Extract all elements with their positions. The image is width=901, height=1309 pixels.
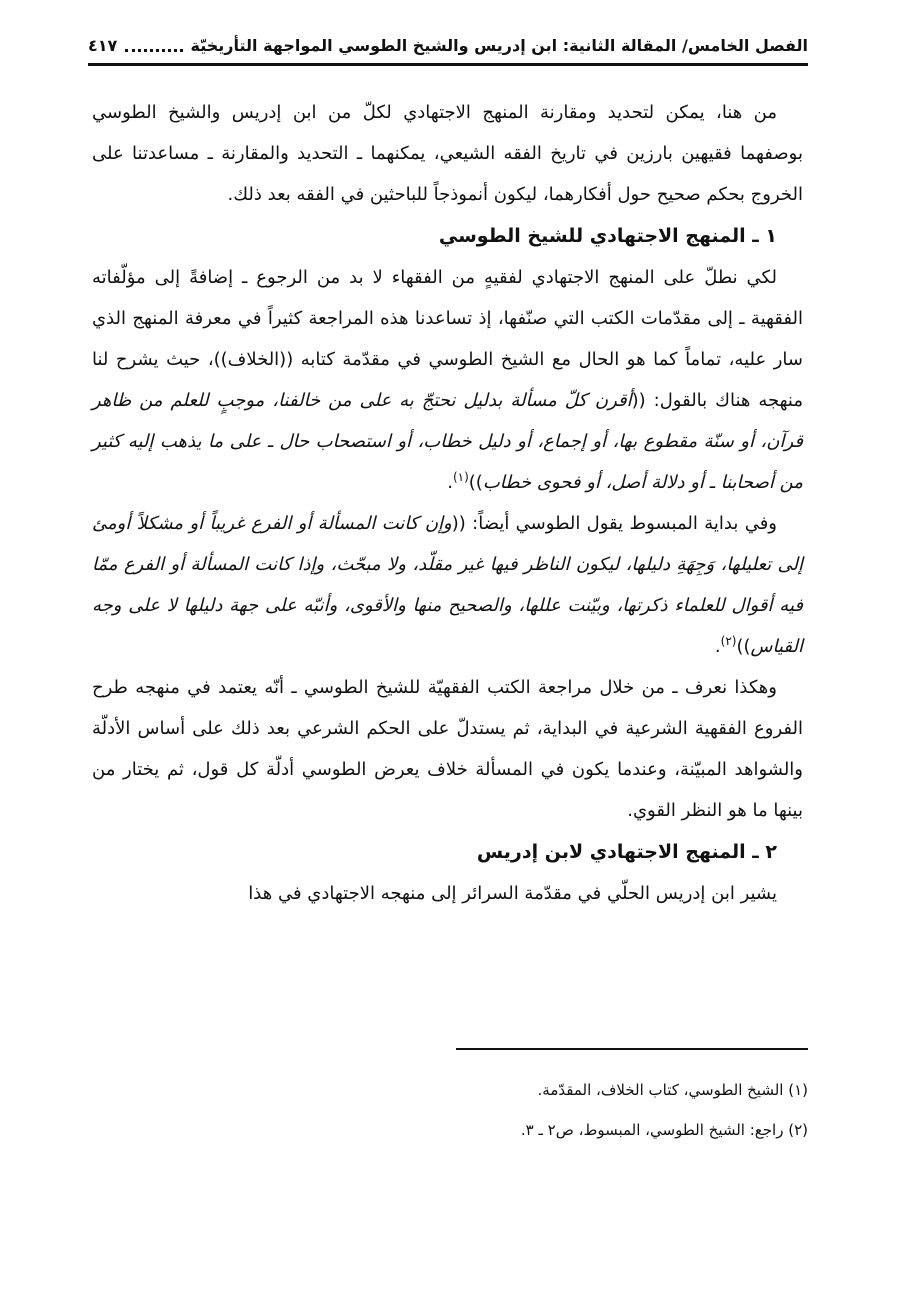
paragraph-khilaf-quote — [92, 257, 803, 503]
footnote-reference: (١) — [452, 470, 469, 484]
footnote-1: (١) الشيخ الطوسي، كتاب الخلاف، المقدّمة. — [537, 1081, 808, 1099]
closing-quote-mark: )) — [736, 636, 751, 657]
section-heading-tusi: ١ ـ المنهج الاجتهادي للشيخ الطوسي — [438, 225, 777, 247]
quotation: أقرن كلّ مسألة بدليل نحتجّ به على من خالفنا، موجبٍ للعلم من ظاهر قرآن، أو سنّة مقطوع بها، أو إجماع، أو دليل خطاب، أو استصحاب حال ـ على ما يذهب إليه كثير من أصحابنا ـ أو دلالة أصل، أو فحوى خطاب — [92, 390, 803, 493]
header-rule — [88, 63, 808, 66]
footnote-separator — [456, 1048, 808, 1050]
sentence-end: . — [447, 472, 453, 493]
footnote-reference: (٢) — [720, 634, 737, 648]
intro-paragraph: من هنا، يمكن لتحديد ومقارنة المنهج الاجتهادي لكلّ من ابن إدريس والشيخ الطوسي بوصفهما فقيهين بارزين في تاريخ الفقه الشيعي، يمكنهما ـ التحديد والمقارنة ـ مساعدتنا على الخروج بحكم صحيح حول أفكارهما، ليكون أنموذجاً للباحثين في الفقه بعد ذلك. — [92, 102, 803, 205]
chapter-title: الفصل الخامس/ المقالة الثانية: ابن إدريس والشيخ الطوسي المواجهة التأريخيّة — [190, 35, 808, 55]
running-header — [88, 30, 808, 60]
quotation: وإن كانت المسألة أو الفرع غريباً أو مشكلاً أومئ إلى تعليلها، وَجِهَةِ دليلها، ليكون الناظر فيها غير مقلّد، ولا مبحّث، وإذا كانت المسألة أو الفرع ممّا فيه أقوال للعلماء ذكرتها، وبيّنت عللها، والصحيح منها والأقوى، وأنبّه على جهة دليلها لا على وجه القياس — [92, 513, 803, 657]
footnotes — [200, 1070, 808, 1150]
page-number: ٤١٧ — [88, 35, 118, 55]
closing-quote-mark: )) — [468, 472, 483, 493]
body-text — [92, 92, 803, 914]
paragraph-method-summary: وهكذا نعرف ـ من خلال مراجعة الكتب الفقهيّة للشيخ الطوسي ـ أنّه يعتمد في منهجه طرح الفروع الفقهية الشرعية في البداية، ثم يستدلّ على الحكم الشرعي بعد ذلك على أساس الأدلّة والشواهد المبيّنة، وعندما يكون في المسألة خلاف يعرض الطوسي أدلّة كل قول، ثم يختار من بينها ما هو النظر القوي. — [92, 677, 803, 821]
footnote-2: (٢) راجع: الشيخ الطوسي، المبسوط، ص٢ ـ ٣. — [520, 1121, 808, 1139]
paragraph-mabsut-quote — [92, 503, 803, 667]
dot-leader — [125, 39, 182, 52]
section-heading-ibn-idris: ٢ ـ المنهج الاجتهادي لابن إدريس — [476, 841, 777, 863]
paragraph-text: لكي نطلّ على المنهج الاجتهادي لفقيهٍ من الفقهاء لا بد من الرجوع ـ إضافةً إلى مؤلّفاته الفقهية ـ إلى مقدّمات الكتب التي صنّفها، إذ تساعدنا هذه المراجعة كثيراً في معرفة المنهج الذي سار عليه، تماماً كما هو الحال مع الشيخ الطوسي في مقدّمة كتابه ((الخلاف))، حيث يشرح لنا منهجه هناك بالقول: (( — [92, 267, 804, 411]
paragraph-text: وفي بداية المبسوط يقول الطوسي أيضاً: (( — [451, 513, 777, 534]
sentence-end: . — [714, 636, 721, 657]
paragraph-sarair: يشير ابن إدريس الحلّي في مقدّمة السرائر إلى منهجه الاجتهادي في هذا — [248, 883, 777, 904]
